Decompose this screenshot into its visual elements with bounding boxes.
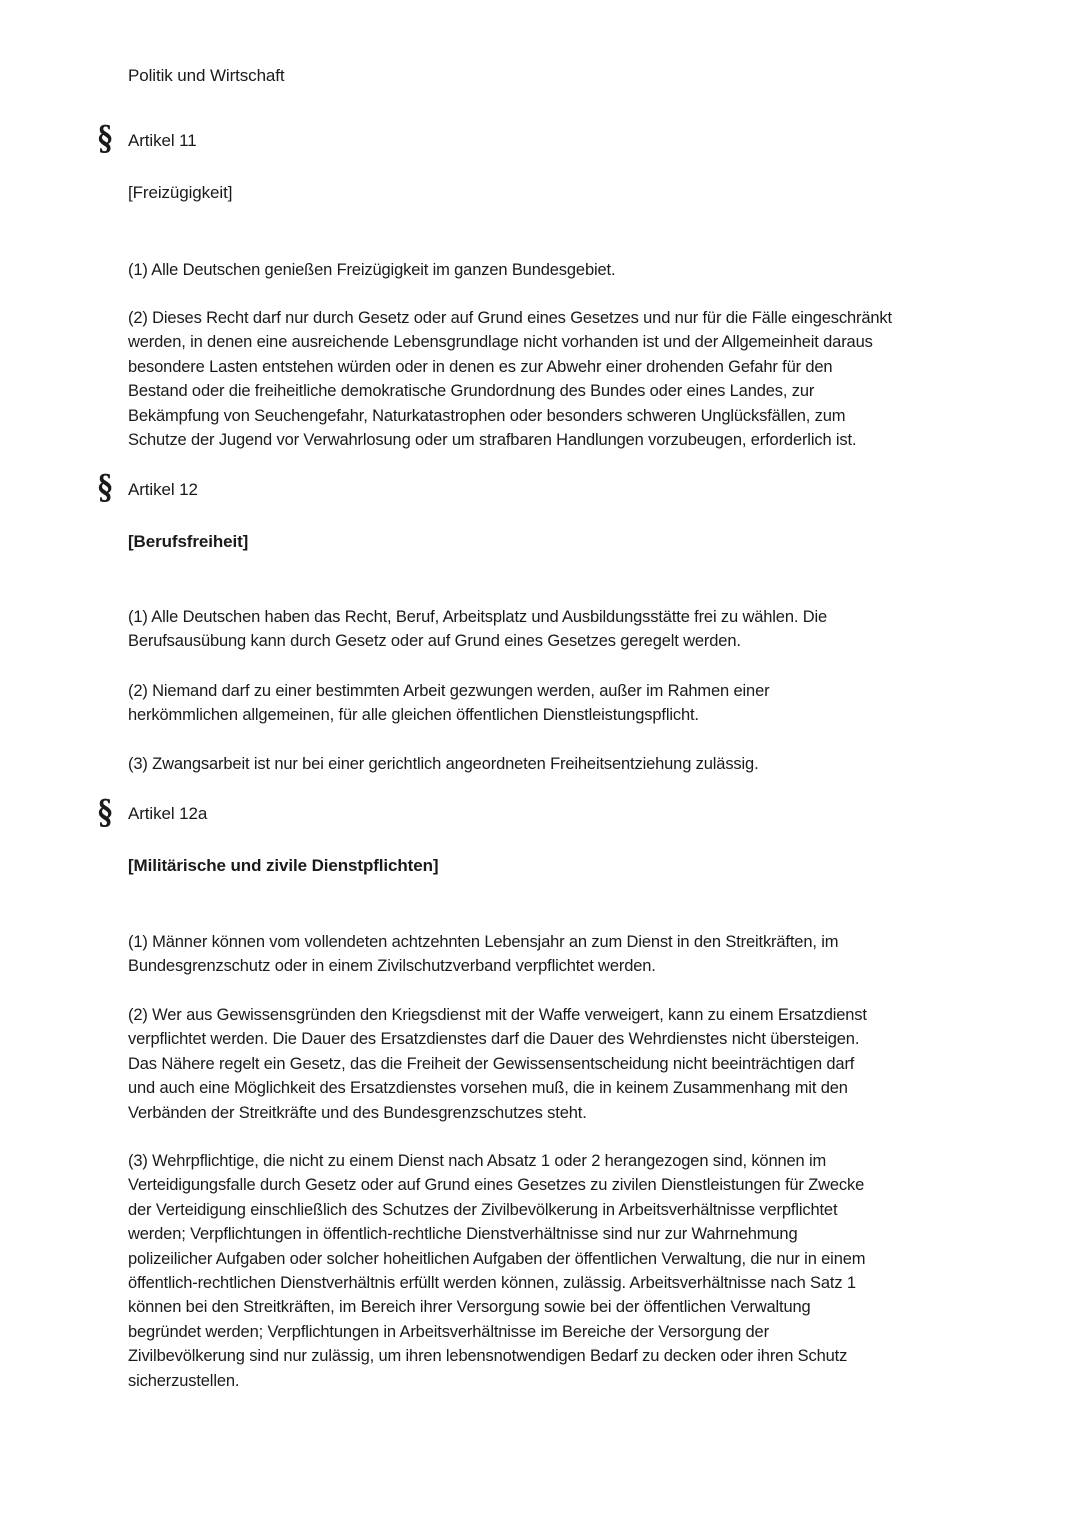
paragraph-sign-icon: §	[98, 119, 113, 159]
paragraph-line: (1) Alle Deutschen genießen Freizügigkeit im ganzen Bundesgebiet.	[128, 261, 616, 279]
paragraph-line: verpflichtet werden. Die Dauer des Ersatzdienstes darf die Dauer des Wehrdienstes nicht übersteigen.	[128, 1030, 860, 1049]
paragraph-line: (3) Wehrpflichtige, die nicht zu einem Dienst nach Absatz 1 oder 2 herangezogen sind, können im	[128, 1152, 827, 1170]
article-paragraph	[128, 306, 968, 452]
paragraph-line: begründet werden; Verpflichtungen in Arbeitsverhältnisse im Bereiche der Versorgung der	[128, 1322, 769, 1341]
paragraph-sign-icon: §	[98, 468, 113, 508]
article-paragraph	[128, 605, 968, 654]
paragraph-line: Das Nähere regelt ein Gesetz, das die Freiheit der Gewissensentscheidung nicht beeinträchtigen darf	[128, 1054, 855, 1073]
paragraph-line: Bekämpfung von Seuchengefahr, Naturkatastrophen oder besonders schweren Unglücksfällen, zum	[128, 406, 846, 425]
paragraph-line: herkömmlichen allgemeinen, für alle gleichen öffentlichen Dienstleistungspflicht.	[128, 706, 699, 725]
paragraph-line: (2) Wer aus Gewissensgründen den Kriegsdienst mit der Waffe verweigert, kann zu einem Ersatzdienst	[128, 1006, 867, 1024]
article-subtitle: [Militärische und zivile Dienstpflichten]	[128, 856, 439, 875]
paragraph-line: werden; Verpflichtungen in öffentlich-rechtliche Dienstverhältnisse sind nur zur Wahrnehmung	[128, 1225, 798, 1244]
article-title: Artikel 11	[128, 131, 197, 150]
paragraph-line: Bundesgrenzschutz oder in einem Zivilschutzverband verpflichtet werden.	[128, 957, 656, 976]
article-title: Artikel 12	[128, 480, 198, 499]
article-subtitle: [Freizügigkeit]	[128, 183, 233, 202]
paragraph-line: öffentlich-rechtlichen Dienstverhältnis erfüllt werden können, zulässig. Arbeitsverhältnisse nach Satz 1	[128, 1274, 856, 1293]
paragraph-line: (2) Dieses Recht darf nur durch Gesetz oder auf Grund eines Gesetzes und nur für die Fälle eingeschränkt	[128, 309, 892, 327]
paragraph-sign-icon: §	[98, 793, 113, 833]
paragraph-line: (3) Zwangsarbeit ist nur bei einer gerichtlich angeordneten Freiheitsentziehung zulässig.	[128, 755, 759, 773]
paragraph-line: Schutze der Jugend vor Verwahrlosung oder um strafbaren Handlungen vorzubeugen, erforderlich ist.	[128, 431, 857, 450]
paragraph-line: polizeilicher Aufgaben oder solcher hoheitlichen Aufgaben der öffentlichen Verwaltung, die nur in einem	[128, 1249, 866, 1268]
paragraph-line: werden, in denen eine ausreichende Lebensgrundlage nicht vorhanden ist und der Allgemeinheit daraus	[128, 333, 873, 352]
article-title: Artikel 12a	[128, 804, 208, 823]
article-subtitle: [Berufsfreiheit]	[128, 532, 249, 551]
paragraph-line: Verteidigungsfalle durch Gesetz oder auf Grund eines Gesetzes zu zivilen Dienstleistungen für Zwecke	[128, 1176, 865, 1195]
article-paragraph	[128, 1003, 968, 1125]
paragraph-line: Verbänden der Streitkräfte und des Bundesgrenzschutzes steht.	[128, 1103, 587, 1122]
paragraph-line: Bestand oder die freiheitliche demokratische Grundordnung des Bundes oder eines Landes, zur	[128, 382, 815, 401]
paragraph-line: der Verteidigung einschließlich des Schutzes der Zivilbevölkerung in Arbeitsverhältnisse verpflichtet	[128, 1200, 838, 1219]
article-paragraph	[128, 258, 968, 282]
paragraph-line: und auch eine Möglichkeit des Ersatzdienstes vorsehen muß, die in keinem Zusammenhang mit den	[128, 1079, 848, 1098]
paragraph-line: Zivilbevölkerung sind nur zulässig, um ihren lebensnotwendigen Bedarf zu decken oder ihren Schutz	[128, 1347, 848, 1366]
paragraph-line: Berufsausübung kann durch Gesetz oder auf Grund eines Gesetzes geregelt werden.	[128, 632, 741, 651]
article-paragraph	[128, 679, 968, 728]
article-paragraph	[128, 752, 968, 776]
article-paragraph	[128, 930, 968, 979]
article-paragraph	[128, 1149, 968, 1393]
document-header: Politik und Wirtschaft	[128, 66, 285, 85]
paragraph-line: (2) Niemand darf zu einer bestimmten Arbeit gezwungen werden, außer im Rahmen einer	[128, 682, 770, 700]
paragraph-line: (1) Alle Deutschen haben das Recht, Beruf, Arbeitsplatz und Ausbildungsstätte frei zu wählen. Die	[128, 608, 828, 626]
paragraph-line: besondere Lasten entstehen würden oder in denen es zur Abwehr einer drohenden Gefahr für den	[128, 357, 833, 376]
paragraph-line: (1) Männer können vom vollendeten achtzehnten Lebensjahr an zum Dienst in den Streitkräften, im	[128, 933, 839, 951]
paragraph-line: können bei den Streitkräften, im Bereich ihrer Versorgung sowie bei der öffentlichen Verwaltung	[128, 1298, 811, 1317]
paragraph-line: sicherzustellen.	[128, 1371, 240, 1390]
